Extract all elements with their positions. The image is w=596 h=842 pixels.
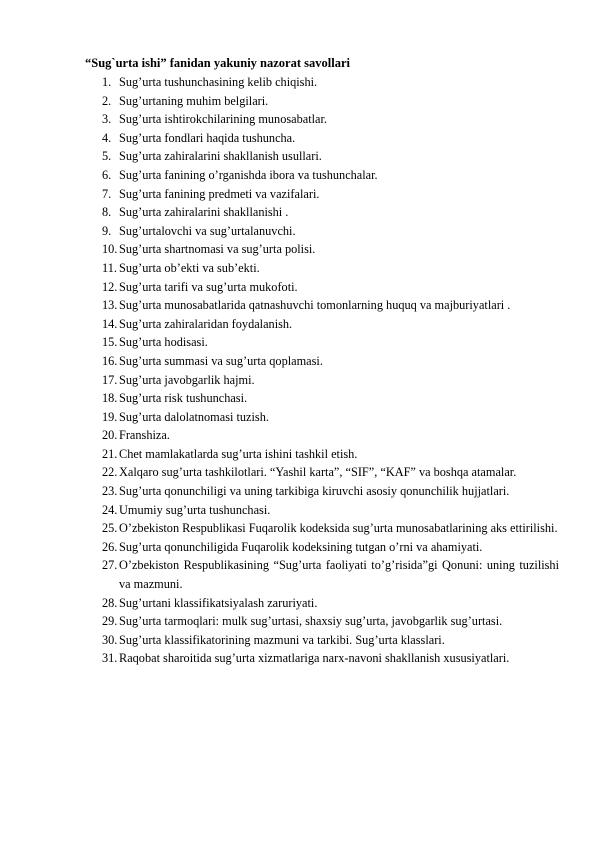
question-number: 25. bbox=[102, 521, 118, 536]
question-item bbox=[0, 166, 596, 185]
question-item bbox=[0, 240, 596, 259]
question-item bbox=[0, 333, 596, 352]
question-number: 12. bbox=[102, 279, 118, 294]
question-item bbox=[0, 631, 596, 650]
question-number: 22. bbox=[102, 465, 118, 480]
question-text: Sug’urta tarifi va sug’urta mukofoti. bbox=[119, 279, 298, 294]
question-text: Sug’urta zahiralarini shakllanish usullari. bbox=[119, 149, 322, 164]
question-list bbox=[0, 73, 596, 668]
question-text: Umumiy sug’urta tushunchasi. bbox=[119, 502, 271, 517]
question-item bbox=[0, 389, 596, 408]
question-text: Sug’urta qonunchiligida Fuqarolik kodeksining tutgan o’rni va ahamiyati. bbox=[119, 539, 483, 554]
question-text: Sug’urtalovchi va sug’urtalanuvchi. bbox=[119, 223, 296, 238]
question-number: 30. bbox=[102, 632, 118, 647]
question-text: Franshiza. bbox=[119, 428, 170, 443]
question-number: 4. bbox=[102, 130, 112, 145]
question-item bbox=[0, 445, 596, 464]
question-item bbox=[0, 371, 596, 390]
question-number: 13. bbox=[102, 298, 118, 313]
question-text: Xalqaro sug’urta tashkilotlari. “Yashil karta”, “SIF”, “KAF” va boshqa atamalar. bbox=[119, 465, 517, 480]
question-number: 14. bbox=[102, 316, 118, 331]
question-item bbox=[0, 203, 596, 222]
question-text: Sug’urta risk tushunchasi. bbox=[119, 391, 248, 406]
question-item bbox=[0, 482, 596, 501]
question-number: 18. bbox=[102, 391, 118, 406]
question-text: Sug’urta summasi va sug’urta qoplamasi. bbox=[119, 353, 323, 368]
question-item bbox=[0, 352, 596, 371]
question-number: 20. bbox=[102, 428, 118, 443]
question-text: Sug’urta fanining predmeti va vazifalari. bbox=[119, 186, 320, 201]
question-text: Sug’urta tarmoqlari: mulk sug’urtasi, shaxsiy sug’urta, javobgarlik sug’urtasi. bbox=[119, 614, 503, 629]
question-item bbox=[0, 315, 596, 334]
question-number: 26. bbox=[102, 539, 118, 554]
question-item bbox=[0, 426, 596, 445]
question-item bbox=[0, 612, 596, 631]
document-title: “Sug`urta ishi” fanidan yakuniy nazorat savollari bbox=[85, 56, 350, 70]
question-number: 29. bbox=[102, 614, 118, 629]
question-item bbox=[0, 463, 596, 482]
question-number: 28. bbox=[102, 595, 118, 610]
question-number: 23. bbox=[102, 484, 118, 499]
question-text: Sug’urtaning muhim belgilari. bbox=[119, 93, 269, 108]
question-item bbox=[0, 129, 596, 148]
question-text: Sug’urta ishtirokchilarining munosabatlar. bbox=[119, 112, 327, 127]
question-number: 9. bbox=[102, 223, 112, 238]
question-number: 19. bbox=[102, 409, 118, 424]
question-text: Sug’urta hodisasi. bbox=[119, 335, 208, 350]
question-item bbox=[0, 538, 596, 557]
question-item bbox=[0, 519, 596, 538]
question-text: Sug’urta qonunchiligi va uning tarkibiga kiruvchi asosiy qonunchilik hujjatlari. bbox=[119, 484, 510, 499]
question-number: 31. bbox=[102, 651, 118, 666]
question-item bbox=[0, 73, 596, 92]
question-text: Chet mamlakatlarda sug’urta ishini tashkil etish. bbox=[119, 446, 358, 461]
question-item bbox=[0, 296, 596, 315]
question-item bbox=[0, 649, 596, 668]
question-number: 16. bbox=[102, 353, 118, 368]
question-item bbox=[0, 278, 596, 297]
question-item bbox=[0, 110, 596, 129]
question-number: 8. bbox=[102, 205, 112, 220]
question-number: 17. bbox=[102, 372, 118, 387]
question-number: 1. bbox=[102, 75, 112, 89]
question-text: Sug’urta zahiralarini shakllanishi . bbox=[119, 205, 289, 220]
question-text: Sug’urta shartnomasi va sug’urta polisi. bbox=[119, 242, 316, 257]
question-text: Sug’urta dalolatnomasi tuzish. bbox=[119, 409, 269, 424]
question-text: Sug’urta fondlari haqida tushuncha. bbox=[119, 130, 296, 145]
question-item bbox=[0, 185, 596, 204]
question-number: 3. bbox=[102, 112, 112, 127]
question-item bbox=[0, 408, 596, 427]
question-number: 7. bbox=[102, 186, 112, 201]
question-item bbox=[0, 92, 596, 111]
question-text: Sug’urta javobgarlik hajmi. bbox=[119, 372, 255, 387]
question-text: Sug’urta ob’ekti va sub’ekti. bbox=[119, 260, 260, 275]
question-number: 6. bbox=[102, 167, 112, 182]
question-number: 15. bbox=[102, 335, 118, 350]
question-text: O’zbekiston Respublikasining “Sug’urta faoliyati to’g’risida”gi Qonuni: uning tuzilishi va mazmuni. bbox=[119, 558, 559, 592]
question-item bbox=[0, 147, 596, 166]
question-text: Sug’urta tushunchasining kelib chiqishi. bbox=[119, 75, 318, 89]
question-text: Sug’urtani klassifikatsiyalash zaruriyati. bbox=[119, 595, 318, 610]
question-number: 27. bbox=[102, 558, 118, 573]
question-text: O’zbekiston Respublikasi Fuqarolik kodeksida sug’urta munosabatlarining aks ettirilishi. bbox=[119, 521, 558, 536]
question-number: 5. bbox=[102, 149, 112, 164]
question-item bbox=[0, 556, 596, 593]
question-item bbox=[0, 222, 596, 241]
question-number: 21. bbox=[102, 446, 118, 461]
question-item bbox=[0, 501, 596, 520]
question-number: 2. bbox=[102, 93, 112, 108]
question-text: Sug’urta klassifikatorining mazmuni va tarkibi. Sug’urta klasslari. bbox=[119, 632, 445, 647]
question-item bbox=[0, 259, 596, 278]
question-number: 10. bbox=[102, 242, 118, 257]
question-text: Sug’urta zahiralaridan foydalanish. bbox=[119, 316, 293, 331]
question-item bbox=[0, 594, 596, 613]
question-text: Sug’urta fanining o’rganishda ibora va tushunchalar. bbox=[119, 167, 378, 182]
question-number: 11. bbox=[102, 260, 117, 275]
question-number: 24. bbox=[102, 502, 118, 517]
question-text: Raqobat sharoitida sug’urta xizmatlariga narx-navoni shakllanish xususiyatlari. bbox=[119, 651, 510, 666]
question-text: Sug’urta munosabatlarida qatnashuvchi tomonlarning huquq va majburiyatlari . bbox=[119, 298, 511, 313]
